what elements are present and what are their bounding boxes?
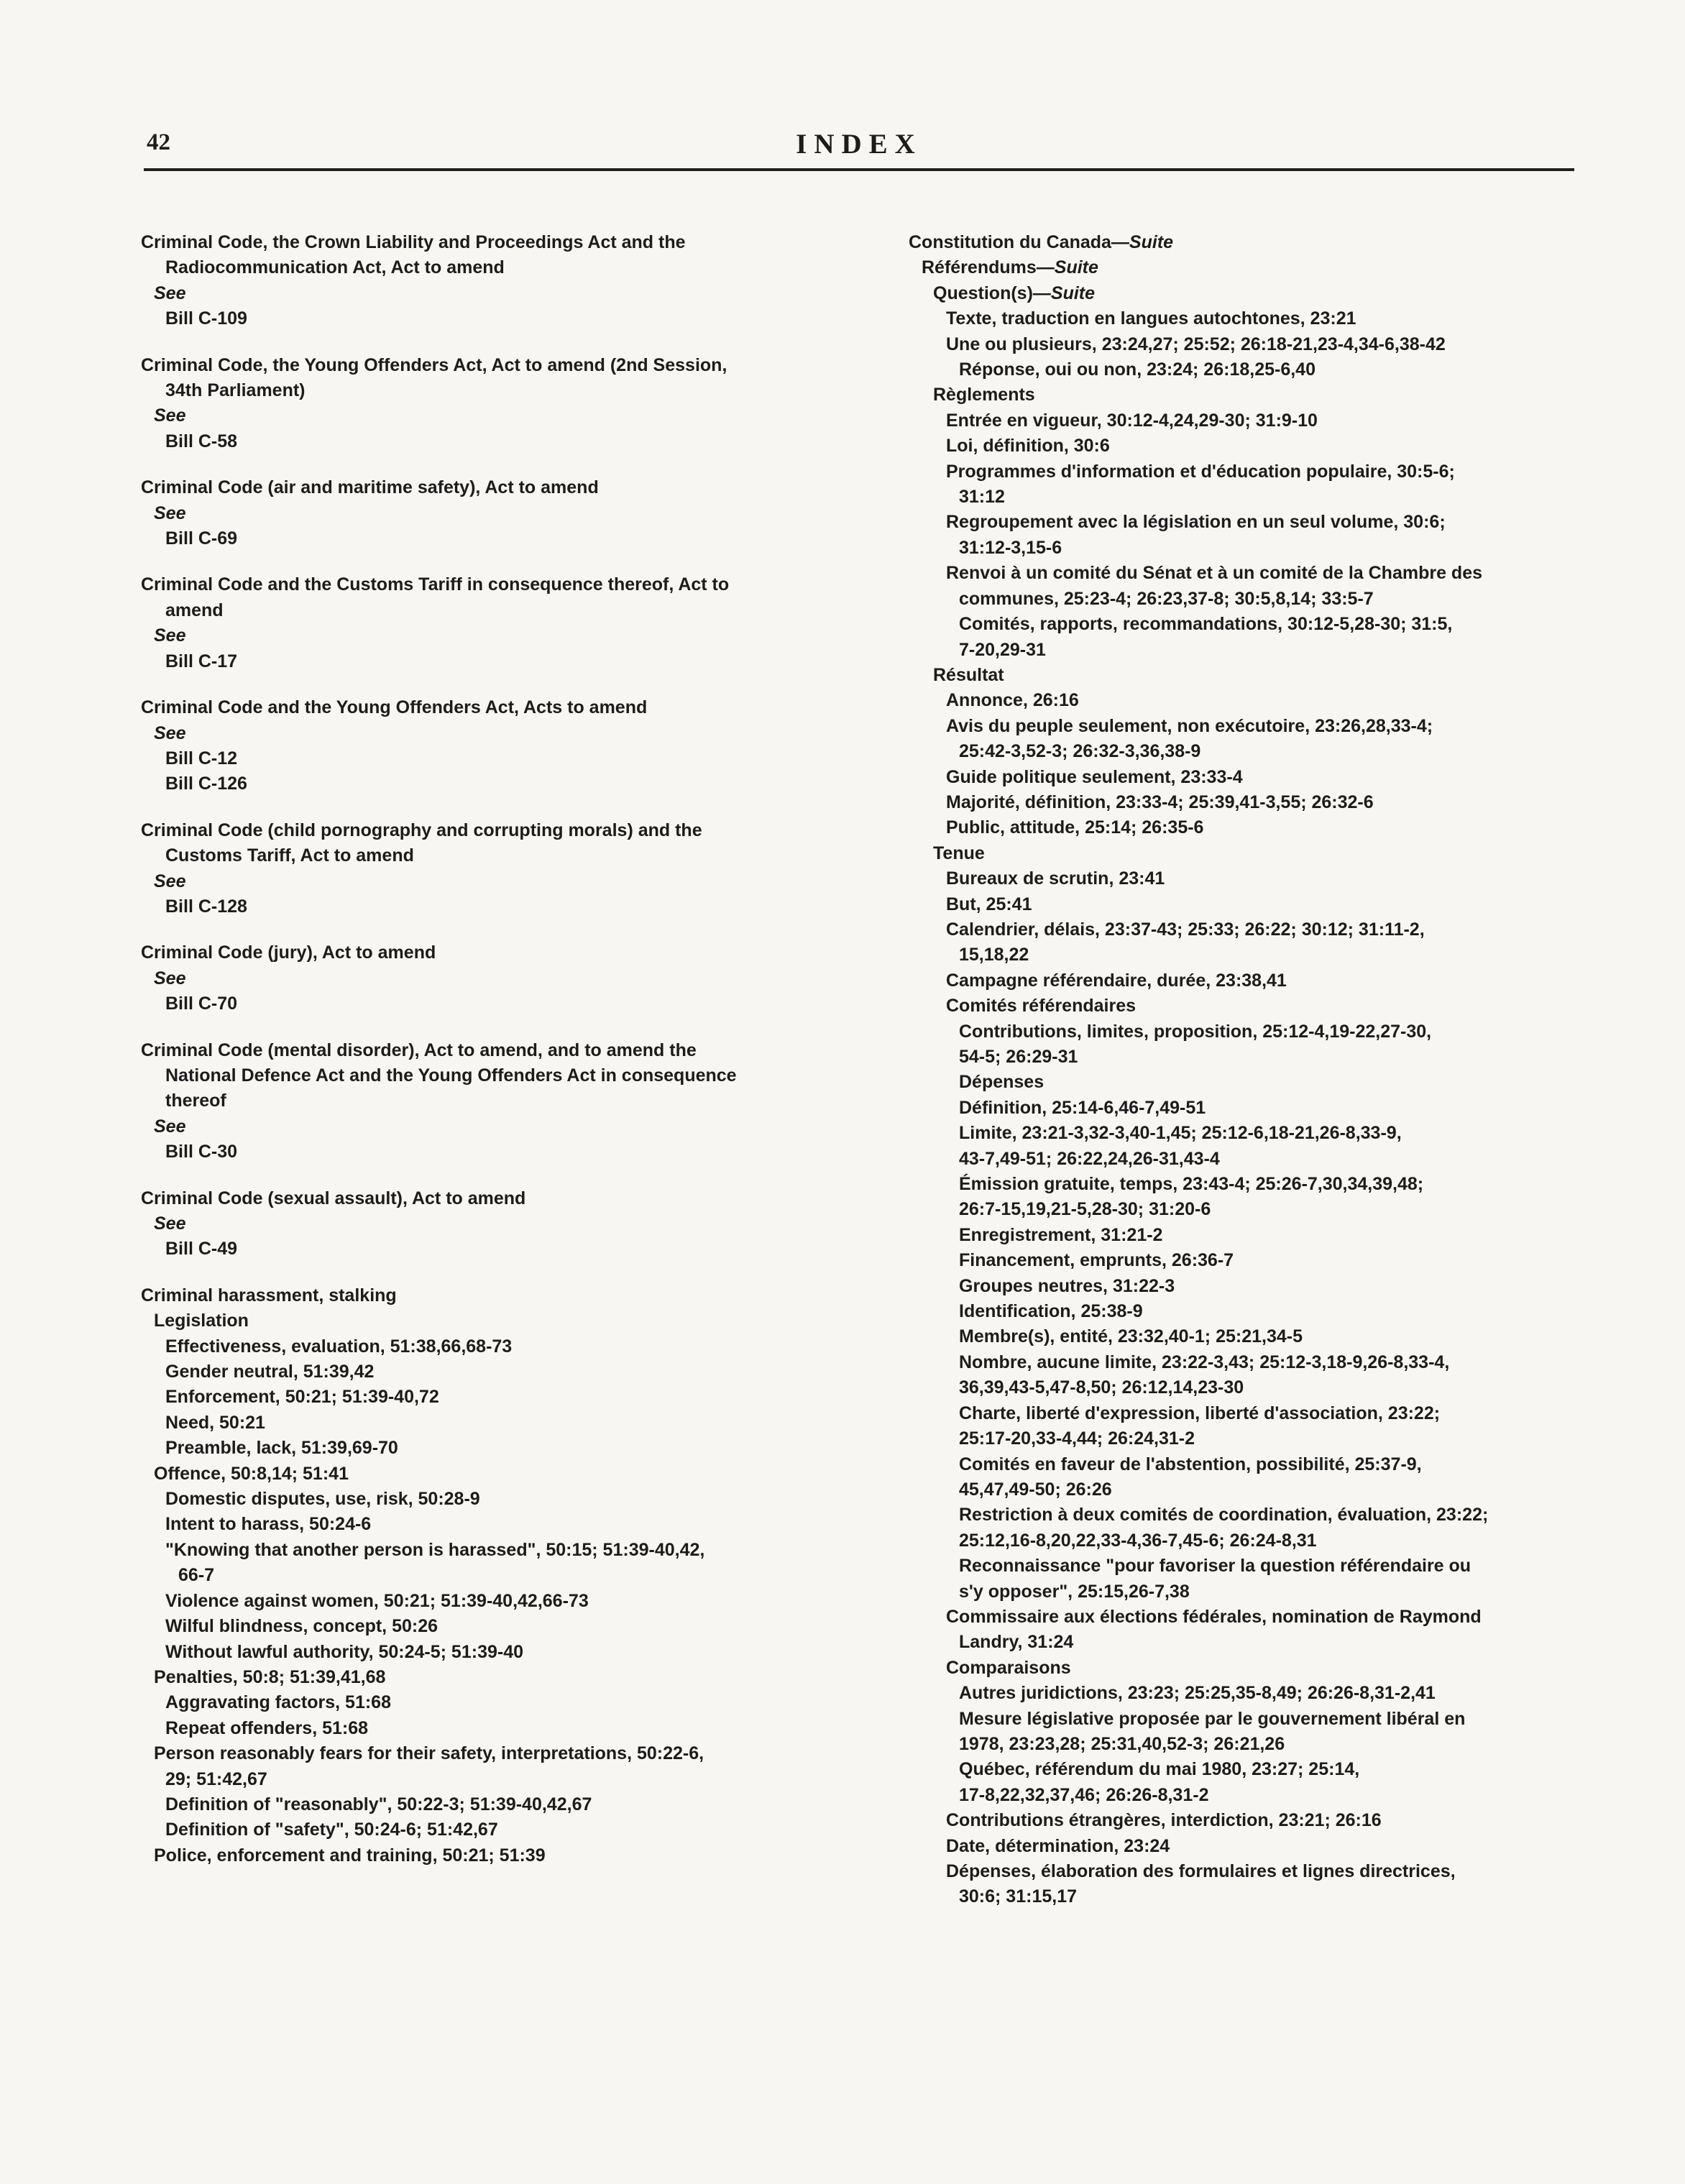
index-entry-text: Domestic disputes, use, risk, 50:28-9 <box>165 1489 480 1510</box>
index-entry-text: Majorité, définition, 23:33-4; 25:39,41-3,55; 26:32-6 <box>946 792 1374 812</box>
index-entry-text: Avis du peuple seulement, non exécutoire, 23:26,28,33-4; <box>946 715 1433 736</box>
index-entry-text: Reconnaissance "pour favoriser la question référendaire ou <box>959 1556 1471 1577</box>
index-entry <box>141 1843 860 1868</box>
index-entry <box>141 1690 860 1715</box>
index-entry-text: Bill C-58 <box>165 431 238 451</box>
index-heading <box>141 353 860 378</box>
index-entry-text: Enregistrement, 31:21-2 <box>959 1224 1163 1245</box>
index-entry <box>909 841 1599 866</box>
index-entry-text: Radiocommunication Act, Act to amend <box>165 257 505 278</box>
index-entry-text: Calendrier, délais, 23:37-43; 25:33; 26:22; 30:12; 31:11-2, <box>946 919 1425 940</box>
index-entry-text: Customs Tariff, Act to amend <box>165 845 414 866</box>
index-entry <box>141 1334 860 1359</box>
index-heading <box>141 572 860 597</box>
right-index-column <box>909 230 1599 1910</box>
entry-spacer <box>141 454 860 475</box>
index-entry-text: Bureaux de scrutin, 23:41 <box>946 868 1165 889</box>
index-entry-text: Annonce, 26:16 <box>946 690 1079 711</box>
index-entry-text: 25:42-3,52-3; 26:32-3,36,38-9 <box>959 741 1201 762</box>
index-entry <box>141 771 860 797</box>
index-entry-text: Bill C-128 <box>165 896 247 917</box>
index-entry <box>909 1324 1599 1349</box>
index-entry <box>909 1070 1599 1095</box>
index-entry-text: See <box>154 283 186 303</box>
index-entry-text: communes, 25:23-4; 26:23,37-8; 30:5,8,14; 33:5-7 <box>959 588 1374 609</box>
index-entry-text: See <box>154 968 186 988</box>
index-entry <box>909 1884 1599 1909</box>
index-entry <box>141 1410 860 1436</box>
index-entry <box>909 968 1599 994</box>
index-entry <box>909 1757 1599 1782</box>
index-entry-text: Groupes neutres, 31:22-3 <box>959 1275 1175 1296</box>
left-index-column <box>141 230 860 1868</box>
index-entry-text: Loi, définition, 30:6 <box>946 436 1110 456</box>
index-entry-text: Bill C-30 <box>165 1142 238 1162</box>
index-entry-text: Référendums— <box>922 257 1055 278</box>
index-entry-text: Campagne référendaire, durée, 23:38,41 <box>946 970 1287 991</box>
index-entry <box>909 1502 1599 1528</box>
index-entry-text: Landry, 31:24 <box>959 1632 1074 1653</box>
index-entry <box>909 1172 1599 1197</box>
index-entry-text: Aggravating factors, 51:68 <box>165 1692 391 1713</box>
index-entry <box>909 1375 1599 1400</box>
index-entry-text: 31:12 <box>959 487 1005 508</box>
index-entry <box>909 638 1599 663</box>
index-entry <box>909 866 1599 891</box>
index-entry-text: "Knowing that another person is harassed", 50:15; 51:39-40,42, <box>165 1539 705 1560</box>
index-entry <box>141 1741 860 1766</box>
index-entry-text: Contributions étrangères, interdiction, 23:21; 26:16 <box>946 1810 1382 1831</box>
index-entry-text: See <box>154 871 186 891</box>
index-entry <box>909 255 1599 280</box>
index-entry-text: Dépenses <box>959 1072 1044 1093</box>
index-entry <box>141 501 860 526</box>
index-entry-text: 34th Parliament) <box>165 380 306 401</box>
index-entry-text: 43-7,49-51; 26:22,24,26-31,43-4 <box>959 1148 1220 1169</box>
index-entry <box>141 1665 860 1690</box>
index-entry <box>141 1436 860 1461</box>
index-entry-text: Bill C-49 <box>165 1239 238 1260</box>
index-entry-text: See <box>154 405 186 426</box>
index-entry <box>141 1640 860 1665</box>
index-entry <box>141 1512 860 1537</box>
index-entry-text: Public, attitude, 25:14; 26:35-6 <box>946 817 1204 838</box>
suite-marker: Suite <box>1054 257 1098 278</box>
index-entry-text: Criminal Code (jury), Act to amend <box>141 942 436 963</box>
index-entry-text: Repeat offenders, 51:68 <box>165 1717 369 1738</box>
index-entry <box>141 1563 860 1588</box>
index-entry-text: See <box>154 722 186 743</box>
index-entry <box>141 1359 860 1385</box>
index-entry-text: Preamble, lack, 51:39,69-70 <box>165 1438 398 1459</box>
index-entry-text: 45,47,49-50; 26:26 <box>959 1479 1112 1500</box>
index-entry-text: Mesure législative proposée par le gouvernement libéral en <box>959 1708 1466 1729</box>
index-entry-text: 54-5; 26:29-31 <box>959 1047 1078 1067</box>
index-entry <box>141 649 860 674</box>
index-entry <box>141 378 860 403</box>
index-entry <box>141 1063 860 1088</box>
index-entry <box>909 739 1599 764</box>
index-entry <box>141 1589 860 1614</box>
index-entry-text: Criminal Code, the Crown Liability and Proceedings Act and the <box>141 232 686 252</box>
index-entry-text: Financement, emprunts, 26:36-7 <box>959 1250 1234 1271</box>
index-entry <box>909 815 1599 840</box>
index-entry-text: See <box>154 503 186 523</box>
index-entry-text: Date, détermination, 23:24 <box>946 1835 1170 1856</box>
index-entry-text: 1978, 23:23,28; 25:31,40,52-3; 26:21,26 <box>959 1733 1285 1754</box>
index-entry-text: Offence, 50:8,14; 51:41 <box>154 1463 349 1484</box>
index-entry-text: Restriction à deux comités de coordination, évaluation, 23:22; <box>959 1505 1489 1525</box>
index-entry <box>909 1707 1599 1732</box>
index-entry-text: Commissaire aux élections fédérales, nomination de Raymond <box>946 1606 1482 1627</box>
index-heading <box>141 230 860 255</box>
entry-spacer <box>141 797 860 818</box>
index-entry <box>909 765 1599 790</box>
index-entry-text: Bill C-109 <box>165 308 247 329</box>
index-entry-text: 30:6; 31:15,17 <box>959 1886 1078 1907</box>
index-entry <box>141 1385 860 1410</box>
index-entry <box>909 917 1599 942</box>
index-entry-text: Renvoi à un comité du Sénat et à un comité de la Chambre des <box>946 563 1483 584</box>
suite-marker: Suite <box>1050 283 1096 303</box>
index-entry-text: Autres juridictions, 23:23; 25:25,35-8,49; 26:26-8,31-2,41 <box>959 1683 1436 1704</box>
index-entry-text: amend <box>165 600 224 620</box>
index-entry <box>141 1767 860 1792</box>
index-entry <box>141 1538 860 1563</box>
index-entry <box>909 1401 1599 1426</box>
index-entry <box>141 843 860 868</box>
index-entry-text: National Defence Act and the Young Offenders Act in consequence <box>165 1065 737 1086</box>
index-entry <box>909 1605 1599 1630</box>
index-entry-text: Définition, 25:14-6,46-7,49-51 <box>959 1097 1206 1118</box>
index-entry-text: Nombre, aucune limite, 23:22-3,43; 25:12-3,18-9,26-8,33-4, <box>959 1352 1450 1372</box>
suite-marker: Suite <box>1129 232 1174 252</box>
index-entry-text: 15,18,22 <box>959 945 1029 965</box>
index-entry-text: Criminal harassment, stalking <box>141 1285 397 1306</box>
index-entry <box>909 357 1599 382</box>
index-entry <box>909 714 1599 739</box>
index-entry <box>909 1579 1599 1605</box>
index-heading <box>909 230 1599 255</box>
index-entry <box>141 721 860 746</box>
index-entry-text: Intent to harass, 50:24-6 <box>165 1514 372 1535</box>
index-entry <box>909 1554 1599 1579</box>
index-entry-text: Programmes d'information et d'éducation populaire, 30:5-6; <box>946 461 1455 482</box>
index-entry <box>909 587 1599 612</box>
index-entry-text: Criminal Code (sexual assault), Act to amend <box>141 1188 526 1208</box>
index-entry <box>909 281 1599 306</box>
index-entry <box>909 1783 1599 1808</box>
index-entry <box>909 994 1599 1019</box>
index-entry <box>909 1019 1599 1045</box>
index-entry <box>909 1299 1599 1324</box>
index-heading <box>141 818 860 843</box>
index-entry-text: Comités référendaires <box>946 996 1137 1017</box>
index-entry <box>909 1834 1599 1859</box>
index-entry <box>909 688 1599 713</box>
index-entry-text: Question(s)— <box>933 283 1051 303</box>
index-entry <box>909 1477 1599 1502</box>
index-entry <box>141 1139 860 1165</box>
index-heading <box>141 695 860 720</box>
index-entry <box>909 1096 1599 1121</box>
index-entry-text: Entrée en vigueur, 30:12-4,24,29-30; 31:9-10 <box>946 410 1318 431</box>
entry-spacer <box>141 1165 860 1186</box>
entry-spacer <box>141 332 860 353</box>
index-entry <box>909 1350 1599 1375</box>
index-entry <box>141 1308 860 1334</box>
index-entry-text: Criminal Code and the Young Offenders Act, Acts to amend <box>141 697 648 718</box>
index-entry-text: See <box>154 1116 186 1137</box>
index-entry <box>141 1614 860 1639</box>
index-entry-text: Guide politique seulement, 23:33-4 <box>946 766 1243 787</box>
index-entry-text: Need, 50:21 <box>165 1412 265 1433</box>
index-entry-text: Criminal Code, the Young Offenders Act, Act to amend (2nd Session, <box>141 354 727 375</box>
index-entry-text: Police, enforcement and training, 50:21; 51:39 <box>154 1845 546 1866</box>
index-entry <box>909 790 1599 815</box>
index-entry-text: Comparaisons <box>946 1657 1071 1678</box>
index-entry-text: Legislation <box>154 1311 249 1331</box>
entry-spacer <box>141 1017 860 1038</box>
index-entry-text: Une ou plusieurs, 23:24,27; 25:52; 26:18-21,23-4,34-6,38-42 <box>946 334 1446 354</box>
index-entry <box>909 1630 1599 1655</box>
index-entry <box>909 561 1599 586</box>
index-entry <box>141 1487 860 1512</box>
index-entry <box>141 894 860 919</box>
index-entry <box>141 255 860 280</box>
index-entry-text: Québec, référendum du mai 1980, 23:27; 25:14, <box>959 1759 1360 1780</box>
index-entry <box>909 1197 1599 1222</box>
index-entry <box>141 1088 860 1114</box>
index-entry <box>909 510 1599 535</box>
index-entry-text: Limite, 23:21-3,32-3,40-1,45; 25:12-6,18-21,26-8,33-9, <box>959 1123 1402 1144</box>
index-entry <box>141 869 860 894</box>
index-entry <box>909 1808 1599 1833</box>
index-entry-text: 26:7-15,19,21-5,28-30; 31:20-6 <box>959 1199 1211 1220</box>
index-entry-text: Comités en faveur de l'abstention, possibilité, 25:37-9, <box>959 1454 1422 1474</box>
index-entry <box>909 1248 1599 1273</box>
index-entry-text: Contributions, limites, proposition, 25:12-4,19-22,27-30, <box>959 1021 1432 1042</box>
index-entry <box>909 306 1599 331</box>
index-heading <box>141 1283 860 1308</box>
index-entry <box>141 1716 860 1741</box>
index-entry <box>909 1426 1599 1451</box>
entry-spacer <box>141 551 860 572</box>
index-entry-text: Regroupement avec la législation en un seul volume, 30:6; <box>946 512 1446 533</box>
index-entry <box>141 1817 860 1843</box>
entry-spacer <box>141 919 860 940</box>
index-entry-text: Tenue <box>933 843 985 863</box>
index-entry-text: Definition of "safety", 50:24-6; 51:42,67 <box>165 1820 498 1840</box>
index-entry-text: Bill C-17 <box>165 651 238 671</box>
index-entry-text: 25:17-20,33-4,44; 26:24,31-2 <box>959 1428 1195 1449</box>
index-entry-text: Person reasonably fears for their safety, interpretations, 50:22-6, <box>154 1743 704 1764</box>
entry-spacer <box>141 674 860 695</box>
index-entry-text: Criminal Code (child pornography and corrupting morals) and the <box>141 820 702 840</box>
index-entry <box>909 1656 1599 1681</box>
index-entry-text: Identification, 25:38-9 <box>959 1301 1143 1322</box>
index-entry <box>141 1236 860 1262</box>
index-entry <box>141 991 860 1017</box>
index-entry-text: 36,39,43-5,47-8,50; 26:12,14,23-30 <box>959 1377 1244 1398</box>
index-entry-text: Enforcement, 50:21; 51:39-40,72 <box>165 1387 439 1408</box>
index-heading <box>141 1038 860 1063</box>
index-entry <box>909 1223 1599 1248</box>
index-entry <box>909 1732 1599 1757</box>
index-entry-text: Effectiveness, evaluation, 51:38,66,68-73 <box>165 1336 513 1357</box>
index-entry <box>909 536 1599 561</box>
index-entry-text: But, 25:41 <box>946 894 1032 914</box>
index-entry-text: Violence against women, 50:21; 51:39-40,42,66-73 <box>165 1590 589 1611</box>
index-entry <box>909 332 1599 357</box>
index-entry <box>909 459 1599 485</box>
index-entry <box>141 429 860 454</box>
index-entry <box>141 1114 860 1139</box>
index-entry <box>909 892 1599 917</box>
index-entry <box>909 612 1599 637</box>
index-entry-text: 29; 51:42,67 <box>165 1768 267 1789</box>
index-entry-text: Réponse, oui ou non, 23:24; 26:18,25-6,40 <box>959 359 1316 380</box>
index-entry-text: Comités, rapports, recommandations, 30:12-5,28-30; 31:5, <box>959 614 1453 635</box>
index-entry <box>909 1045 1599 1070</box>
index-entry <box>141 1792 860 1817</box>
page-title: INDEX <box>796 129 922 160</box>
index-entry <box>909 1681 1599 1706</box>
index-entry-text: See <box>154 1213 186 1234</box>
index-entry <box>141 598 860 623</box>
index-entry-text: Règlements <box>933 385 1035 405</box>
index-entry <box>909 408 1599 433</box>
index-entry <box>141 746 860 771</box>
index-entry <box>141 281 860 306</box>
index-entry-text: Criminal Code (air and maritime safety), Act to amend <box>141 477 599 498</box>
index-entry <box>141 1211 860 1236</box>
index-entry-text: thereof <box>165 1091 226 1111</box>
index-entry <box>909 942 1599 968</box>
index-entry-text: Constitution du Canada— <box>909 232 1129 252</box>
index-entry <box>909 663 1599 688</box>
index-entry-text: Émission gratuite, temps, 23:43-4; 25:26-7,30,34,39,48; <box>959 1174 1424 1195</box>
index-entry-text: Wilful blindness, concept, 50:26 <box>165 1616 439 1637</box>
index-entry <box>141 1462 860 1487</box>
index-entry <box>909 1274 1599 1299</box>
index-entry <box>909 1121 1599 1146</box>
index-entry <box>909 485 1599 510</box>
index-entry <box>909 1528 1599 1554</box>
index-entry-text: Membre(s), entité, 23:32,40-1; 25:21,34-5 <box>959 1326 1303 1347</box>
index-entry-text: Penalties, 50:8; 51:39,41,68 <box>154 1666 386 1687</box>
index-entry-text: Bill C-126 <box>165 774 247 794</box>
index-heading <box>141 940 860 965</box>
index-entry-text: Bill C-69 <box>165 528 238 549</box>
index-entry-text: Résultat <box>933 664 1004 685</box>
index-entry-text: 25:12,16-8,20,22,33-4,36-7,45-6; 26:24-8,31 <box>959 1530 1317 1551</box>
index-entry <box>909 1859 1599 1884</box>
index-entry-text: 66-7 <box>178 1565 215 1586</box>
index-entry-text: Gender neutral, 51:39,42 <box>165 1362 375 1382</box>
index-entry-text: Texte, traduction en langues autochtones, 23:21 <box>946 308 1356 329</box>
index-entry <box>141 526 860 551</box>
entry-spacer <box>141 1262 860 1283</box>
index-entry-text: 31:12-3,15-6 <box>959 537 1062 558</box>
index-entry <box>909 1452 1599 1477</box>
index-entry-text: 17-8,22,32,37,46; 26:26-8,31-2 <box>959 1784 1209 1805</box>
index-entry-text: Definition of "reasonably", 50:22-3; 51:39-40,42,67 <box>165 1794 592 1814</box>
index-entry-text: s'y opposer", 25:15,26-7,38 <box>959 1581 1190 1602</box>
index-entry-text: See <box>154 625 186 646</box>
page-header <box>144 122 1574 171</box>
index-entry-text: Bill C-12 <box>165 748 238 768</box>
index-entry-text: Criminal Code (mental disorder), Act to amend, and to amend the <box>141 1040 697 1060</box>
index-entry <box>141 403 860 428</box>
page-number: 42 <box>147 129 170 155</box>
index-entry <box>909 1147 1599 1172</box>
index-heading <box>141 1186 860 1211</box>
index-entry-text: Dépenses, élaboration des formulaires et lignes directrices, <box>946 1861 1456 1881</box>
index-entry <box>909 433 1599 459</box>
index-heading <box>141 475 860 500</box>
index-entry <box>141 966 860 991</box>
index-entry <box>141 623 860 648</box>
index-entry-text: Criminal Code and the Customs Tariff in consequence thereof, Act to <box>141 574 730 595</box>
index-entry-text: Without lawful authority, 50:24-5; 51:39-40 <box>165 1641 524 1662</box>
index-entry <box>909 382 1599 408</box>
index-entry-text: 7-20,29-31 <box>959 639 1046 660</box>
index-entry-text: Charte, liberté d'expression, liberté d'association, 23:22; <box>959 1403 1441 1423</box>
index-entry <box>141 306 860 331</box>
index-entry-text: Bill C-70 <box>165 994 238 1014</box>
